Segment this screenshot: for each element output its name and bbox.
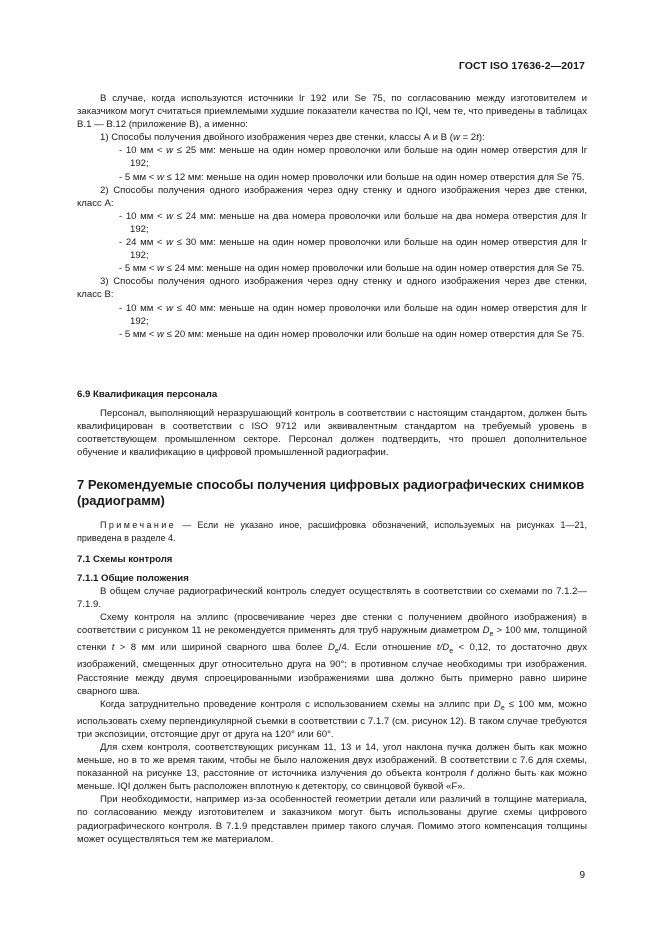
- paragraph: При необходимости, например из-за особенностей геометрии детали или различий в толщине материала, по согласованию между изготовителем и заказчиком могут быть использованы другие схемы цифрового радиографического контроля. В 7.1.9 представлен пример такого случая. Помимо этого компенсация толщины может осуществляться тем же материалом.: [77, 794, 587, 845]
- section-title: 7.1 Схемы контроля: [77, 554, 173, 565]
- method-3-item: - 5 мм < w ≤ 20 мм: меньше на один номер проволочки или больше на один номер отверстия для Se 75.: [119, 328, 585, 340]
- paragraph: В общем случае радиографический контроль следует осуществлять в соответствии со схемами по 7.1.2—7.1.9.: [77, 586, 587, 611]
- section-7: [77, 477, 587, 544]
- paragraph: Схему контроля на эллипс (просвечивание через две стенки с получением двойного изображения) в соответствии с рисунком 11 не рекомендуется применять для труб наружным диаметром $D_e > 100$ мм, толщиной стенки t > 8 мм или шириной сварного шва более $D_e/4$. Если отношение $t/D_e < 0,12$, то достаточно двух изображений, смещенных друг относительно друга на 90°; в противном случае необходимы три изображения. Расстояние между двумя спроецированными изображениями шва должно быть примерно равно ширине сварного шва.: [77, 612, 587, 697]
- section-text: Персонал, выполняющий неразрушающий контроль в соответствии с настоящим стандартом, должен быть квалифицирован в соответствии с ISO 9712 или эквивалентным стандартом на требуемый уровень в соответствующем промышленном секторе. Персонал должен подтвердить, что прошел дополнительное обучение и квалификацию в цифровой промышленной радиографии.: [77, 408, 587, 459]
- page-number: 9: [579, 870, 585, 881]
- method-1-item: - 10 мм < w ≤ 25 мм: меньше на один номер проволочки или больше на один номер отверстия для Ir 192;: [119, 145, 587, 170]
- method-2-item: - 24 мм < w ≤ 30 мм: меньше на один номер проволочки или больше на один номер отверстия для Ir 192;: [119, 237, 587, 262]
- method-1-item: - 5 мм < w ≤ 12 мм: меньше на один номер проволочки или больше на один номер отверстия для Se 75.: [119, 171, 585, 183]
- section-6-9: [77, 388, 587, 459]
- iqi-block: [77, 92, 587, 341]
- method-3: 3) Способы получения одного изображения через одну стенку и одного изображения через две стенки, класс В:: [77, 276, 587, 301]
- section-title: 6.9 Квалификация персонала: [77, 389, 218, 400]
- paragraph-intro: В случае, когда используются источники Ir 192 или Se 75, по согласованию между изготовителем и заказчиком могут считаться приемлемыми худшие показатели качества по IQI, чем те, что приведены в таблицах В.1 — В.12 (приложение В), а именно:: [77, 93, 587, 131]
- note-label: Примечание: [100, 520, 177, 530]
- section-7-1: [77, 553, 587, 846]
- document-code: ГОСТ ISO 17636-2—2017: [458, 60, 585, 72]
- subsection-title: 7.1.1 Общие положения: [77, 573, 189, 585]
- method-3-item: - 10 мм < w ≤ 40 мм: меньше на один номер проволочки или больше на один номер отверстия для Ir 192;: [119, 302, 587, 327]
- method-2: 2) Способы получения одного изображения через одну стенку и одного изображения через две стенки, класс А:: [77, 184, 587, 209]
- note: [77, 519, 587, 544]
- method-2-item: - 5 мм < w ≤ 24 мм: меньше на один номер проволочки или больше на один номер отверстия для Se 75.: [119, 263, 585, 275]
- method-1: 1) Способы получения двойного изображения через две стенки, классы А и В (w = 2t):: [100, 132, 485, 144]
- note-text: — Если не указано иное, расшифровка обозначений, используемых на рисунках 1—21, приведена в разделе 4.: [77, 520, 587, 543]
- method-2-item: - 10 мм < w ≤ 24 мм: меньше на два номера проволочки или больше на два номера отверстия для Ir 192;: [119, 210, 588, 235]
- paragraph: Для схем контроля, соответствующих рисункам 11, 13 и 14, угол наклона пучка должен быть как можно меньше, но в то же время таким, чтобы не было наложения двух изображений. В соответствии с 7.6 для схемы, показанной на рисунке 13, расстояние от источника излучения до объекта контроля f должно быть как можно меньше. IQI должен быть расположен вплотную к детектору, со свинцовой буквой «F».: [77, 741, 587, 793]
- paragraph: Когда затруднительно проведение контроля с использованием схемы на эллипс при $D_e \le 100$ мм, можно использовать схему перпендикулярной съемки в соответствии с 7.1.7 (см. рисунок 12). В таком случае требуются три экспозиции, отстоящие друг от друга на 120° или 60°.: [77, 698, 587, 740]
- section-title: 7 Рекомендуемые способы получения цифровых радиографических снимков (радиограмм): [77, 477, 585, 508]
